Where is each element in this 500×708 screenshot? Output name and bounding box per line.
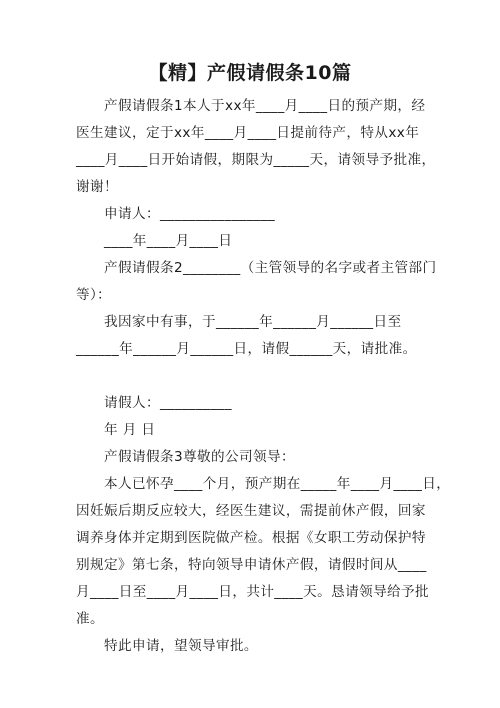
paragraph-line: 产假请假条3尊敬的公司领导：	[104, 449, 295, 465]
paragraph-line: 别规定》第七条，特向领导申请休产假，请假时间从____	[76, 557, 427, 573]
paragraph-line: ______年______月______日，请假______天，请批准。	[76, 341, 417, 357]
date-line: 年 月 日	[104, 422, 156, 438]
requester-line: 请假人：__________	[104, 395, 232, 411]
paragraph-line: 医生建议，定于xx年____月____日提前待产，特从xx年	[76, 125, 420, 141]
closing-line: 特此申请，望领导审批。	[104, 638, 258, 654]
paragraph-line: 我因家中有事，于______年______月______日至	[104, 314, 402, 330]
paragraph-line: 本人已怀孕____个月，预产期在_____年____月____日，	[104, 476, 451, 492]
paragraph-line: 调养身体并定期到医院做产检。根据《女职工劳动保护特	[76, 530, 426, 546]
paragraph-line: 因妊娠后期反应较大，经医生建议，需提前休产假，回家	[76, 503, 426, 519]
paragraph-line: 产假请假条1本人于xx年____月____日的预产期，经	[104, 98, 426, 114]
paragraph-line: 产假请假条2________（主管领导的名字或者主管部门	[104, 260, 437, 276]
paragraph-line: ____月____日开始请假，期限为_____天，请领导予批准，	[76, 152, 436, 168]
paragraph-line: 月____日至____月____日，共计____天。恳请领导给予批	[76, 584, 430, 600]
paragraph-line: 谢谢！	[76, 179, 118, 195]
document-title: 【精】产假请假条10篇	[148, 62, 352, 84]
paragraph-line: 等）：	[76, 287, 112, 303]
paragraph-line: 准。	[76, 611, 104, 627]
date-line: ____年____月____日	[104, 233, 233, 249]
applicant-line: 申请人：________________	[104, 206, 276, 222]
